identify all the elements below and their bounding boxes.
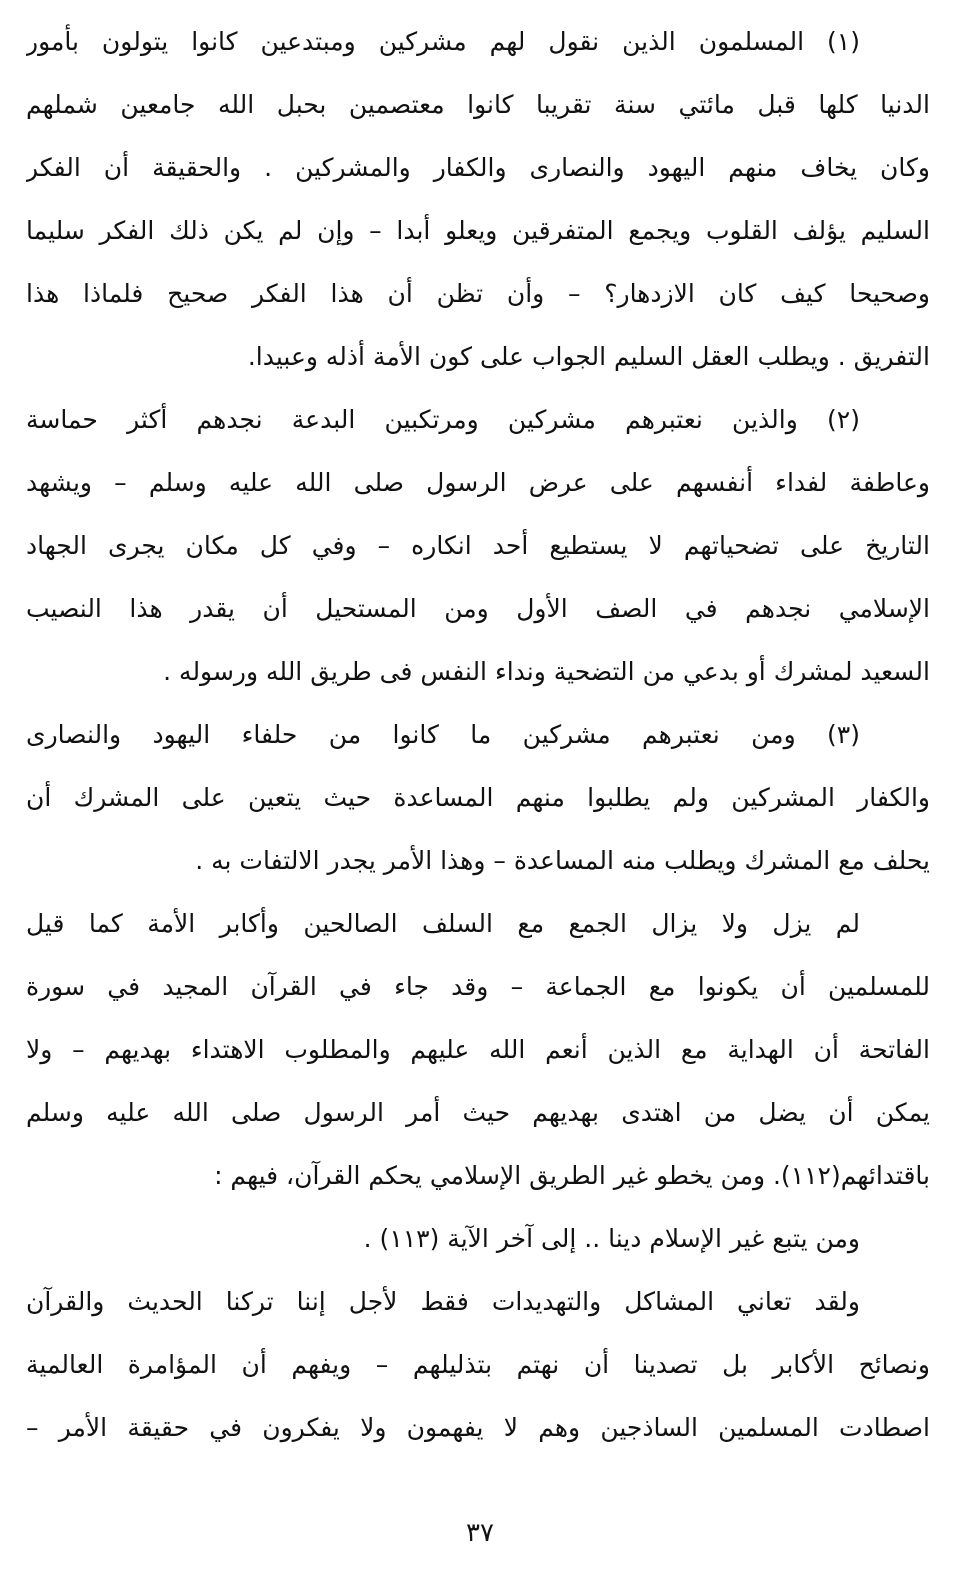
text-line: الفاتحة أن الهداية مع الذين أنعم الله عليهم والمطلوب الاهتداء بهديهم – ولا [26,1035,930,1064]
text-line: ولقد تعاني المشاكل والتهديدات فقط لأجل إننا تركنا الحديث والقرآن [26,1287,860,1316]
text-line: باقتدائهم(١١٢). ومن يخطو غير الطريق الإسلامي يحكم القرآن، فيهم : [214,1161,930,1190]
text-line: للمسلمين أن يكونوا مع الجماعة – وقد جاء في القرآن المجيد في سورة [26,972,930,1001]
text-line: والكفار المشركين ولم يطلبوا منهم المساعدة حيث يتعين على المشرك أن [26,783,930,812]
text-line: التاريخ على تضحياتهم لا يستطيع أحد انكاره – وفي كل مكان يجرى الجهاد [26,531,930,560]
text-line: ومن يتبع غير الإسلام دينا .. إلى آخر الآية (١١٣) . [363,1224,860,1253]
text-line: (١) المسلمون الذين نقول لهم مشركين ومبتدعين كانوا يتولون بأمور [26,27,860,56]
text-line: اصطادت المسلمين الساذجين وهم لا يفهمون ولا يفكرون في حقيقة الأمر – [26,1413,930,1442]
text-line: الإسلامي نجدهم في الصف الأول ومن المستحيل أن يقدر هذا النصيب [26,594,930,623]
text-line: (٢) والذين نعتبرهم مشركين ومرتكبين البدعة نجدهم أكثر حماسة [26,405,860,434]
text-line: لم يزل ولا يزال الجمع مع السلف الصالحين وأكابر الأمة كما قيل [26,909,860,938]
text-line: السعيد لمشرك أو بدعي من التضحية ونداء النفس فى طريق الله ورسوله . [163,657,930,686]
text-line: يحلف مع المشرك ويطلب منه المساعدة – وهذا الأمر يجدر الالتفات به . [195,846,930,875]
page-number: ٣٧ [466,1518,494,1548]
text-line: الدنيا كلها قبل مائتي سنة تقريبا كانوا معتصمين بحبل الله جامعين شملهم [26,90,930,119]
text-line: وصحيحا كيف كان الازدهار؟ – وأن تظن أن هذا الفكر صحيح فلماذا هذا [26,279,930,308]
text-line: وكان يخاف منهم اليهود والنصارى والكفار والمشركين . والحقيقة أن الفكر [26,153,930,182]
text-line: يمكن أن يضل من اهتدى بهديهم حيث أمر الرسول صلى الله عليه وسلم [26,1098,930,1127]
text-line: (٣) ومن نعتبرهم مشركين ما كانوا من حلفاء اليهود والنصارى [26,720,860,749]
text-line: ونصائح الأكابر بل تصدينا أن نهتم بتذليلهم – ويفهم أن المؤامرة العالمية [26,1350,930,1379]
text-line: السليم يؤلف القلوب ويجمع المتفرقين ويعلو أبدا – وإن لم يكن ذلك الفكر سليما [26,216,930,245]
text-line: وعاطفة لفداء أنفسهم على عرض الرسول صلى الله عليه وسلم – ويشهد [26,468,930,497]
body-text [26,10,930,1459]
text-line: التفريق . ويطلب العقل السليم الجواب على كون الأمة أذله وعبيدا. [247,342,930,371]
